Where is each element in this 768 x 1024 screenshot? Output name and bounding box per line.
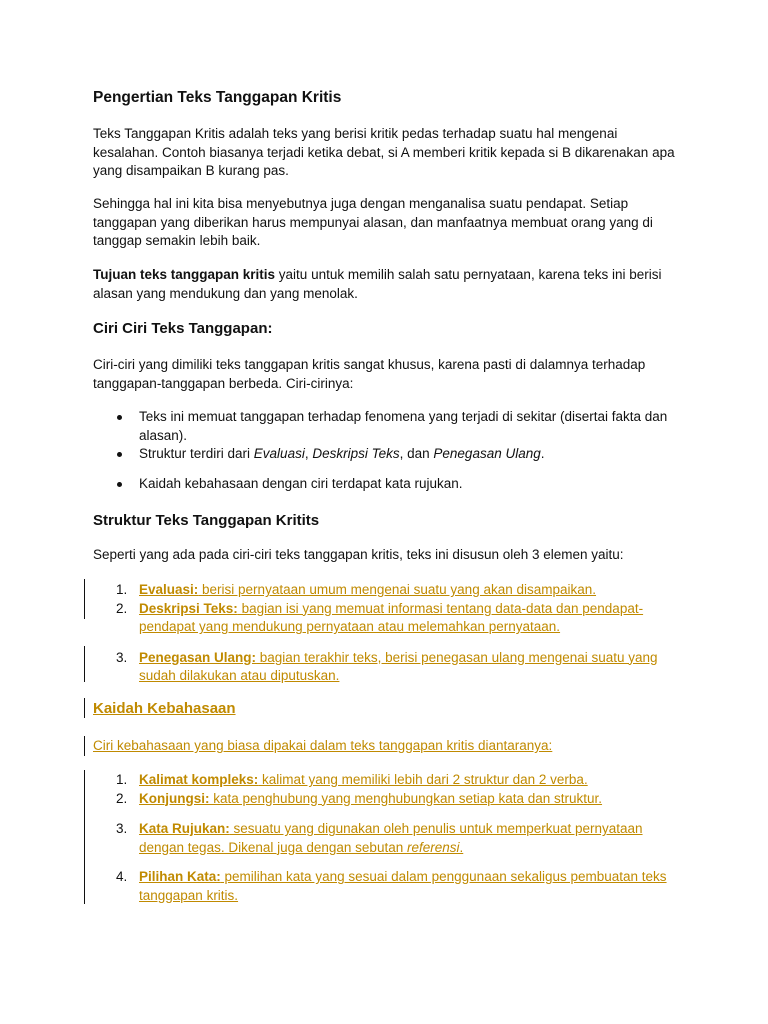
- list-item: [93, 445, 681, 464]
- link-text: bagian isi yang memuat informasi tentang data-data dan pendapat-pendapat yang mendukung pernyataan atau melemahkan pernyataan.: [139, 600, 644, 634]
- link-italic: referensi: [406, 839, 460, 855]
- link-text: kata penghubung yang menghubungkan setiap kata dan struktur.: [209, 790, 603, 806]
- list-item-italic: Evaluasi: [253, 446, 305, 461]
- list-item: [93, 581, 681, 600]
- list-item: [93, 868, 681, 905]
- link-text: sesuatu yang digunakan oleh penulis untuk memperkuat pernyataan dengan tegas. Dikenal juga dengan sebutan: [139, 821, 643, 855]
- link-label: Deskripsi Teks:: [139, 600, 238, 616]
- heading-struktur: Struktur Teks Tanggapan Kritits: [93, 512, 320, 529]
- change-bar: [84, 770, 85, 904]
- link-text: pemilihan kata yang sesuai dalam penggunaan sekaligus pembuatan teks tanggapan kritis.: [139, 869, 667, 903]
- struktur-list: [93, 581, 681, 686]
- list-item-italic: Deskripsi Teks: [312, 446, 400, 461]
- list-number: 2.: [116, 600, 128, 616]
- list-item: [93, 600, 681, 637]
- list-item: [93, 771, 681, 790]
- link-label: Pilihan Kata:: [139, 869, 221, 884]
- heading-ciri: Ciri Ciri Teks Tanggapan:: [93, 320, 273, 337]
- change-bar: [84, 579, 85, 619]
- change-bar: [84, 698, 85, 718]
- heading-kaidah-link[interactable]: Kaidah Kebahasaan: [93, 700, 236, 717]
- list-number: 2.: [116, 790, 128, 806]
- list-number: 1.: [116, 582, 128, 597]
- link-text: berisi pernyataan umum mengenai suatu yang akan disampaikan.: [198, 582, 597, 597]
- list-number: 1.: [116, 772, 128, 787]
- paragraph-definition: Teks Tanggapan Kritis adalah teks yang berisi kritik pedas terhadap suatu hal mengenai kesalahan. Contoh biasanya terjadi ketika debat, si A memberi kritik kepada si B dikarenakan apa yang disampaikan B kurang pas.: [93, 126, 675, 178]
- paragraph-purpose: [93, 266, 681, 303]
- konjungsi-link[interactable]: [139, 791, 602, 806]
- link-text: .: [459, 839, 464, 855]
- list-item: Kaidah kebahasaan dengan ciri terdapat kata rujukan.: [93, 475, 681, 494]
- purpose-bold-text: Tujuan teks tanggapan kritis: [93, 267, 276, 282]
- list-item: [93, 790, 681, 809]
- page-title: Pengertian Teks Tanggapan Kritis: [93, 89, 342, 106]
- link-text: kalimat yang memiliki lebih dari 2 struktur dan 2 verba.: [258, 772, 588, 787]
- list-item-text: ,: [304, 446, 313, 461]
- deskripsi-teks-link[interactable]: [139, 601, 643, 635]
- list-item: [93, 820, 681, 857]
- ciri-intro: Ciri-ciri yang dimiliki teks tanggapan kritis sangat khusus, karena pasti di dalamnya terhadap tanggapan-tanggapan berbeda. Ciri-cirinya:: [93, 357, 646, 391]
- list-number: 3.: [116, 649, 128, 665]
- kaidah-list: [93, 771, 681, 905]
- list-number: 4.: [116, 869, 128, 884]
- list-item-italic: Penegasan Ulang: [433, 446, 541, 461]
- link-label: Penegasan Ulang:: [139, 649, 257, 665]
- list-item: [93, 649, 681, 686]
- penegasan-ulang-link[interactable]: [139, 650, 658, 684]
- ciri-list: [93, 408, 681, 493]
- kaidah-intro-link[interactable]: Ciri kebahasaan yang biasa dipakai dalam teks tanggapan kritis diantaranya:: [93, 738, 553, 753]
- list-number: 3.: [116, 821, 128, 836]
- change-bar: [84, 646, 85, 682]
- evaluasi-link[interactable]: [139, 582, 596, 597]
- change-bar: [84, 736, 85, 756]
- list-item-text: .: [540, 446, 545, 461]
- struktur-intro: Seperti yang ada pada ciri-ciri teks tanggapan kritis, teks ini disusun oleh 3 elemen yaitu:: [93, 547, 624, 562]
- kalimat-kompleks-link[interactable]: [139, 772, 588, 787]
- link-label: Evaluasi:: [139, 582, 199, 597]
- paragraph-analysis: Sehingga hal ini kita bisa menyebutnya juga dengan menganalisa suatu pendapat. Setiap tanggapan yang diberikan harus mempunyai alasan, dan manfaatnya membuat orang yang di tanggap semakin lebih baik.: [93, 196, 653, 248]
- link-text: bagian terakhir teks, berisi penegasan ulang mengenai suatu yang sudah dilakukan atau diputuskan.: [139, 649, 658, 683]
- link-label: Konjungsi:: [139, 790, 210, 806]
- list-item-text: , dan: [399, 446, 434, 461]
- pilihan-kata-link[interactable]: [139, 869, 667, 903]
- link-label: Kalimat kompleks:: [139, 772, 259, 787]
- kata-rujukan-link[interactable]: [139, 821, 643, 855]
- kaidah-intro: [93, 737, 681, 756]
- list-item-text: Struktur terdiri dari: [139, 446, 254, 461]
- purpose-text: yaitu untuk memilih salah satu pernyataan, karena teks ini berisi alasan yang mendukung dan yang menolak.: [93, 267, 662, 301]
- list-item: Teks ini memuat tanggapan terhadap fenomena yang terjadi di sekitar (disertai fakta dan alasan).: [93, 408, 681, 445]
- link-label: Kata Rujukan:: [139, 821, 230, 836]
